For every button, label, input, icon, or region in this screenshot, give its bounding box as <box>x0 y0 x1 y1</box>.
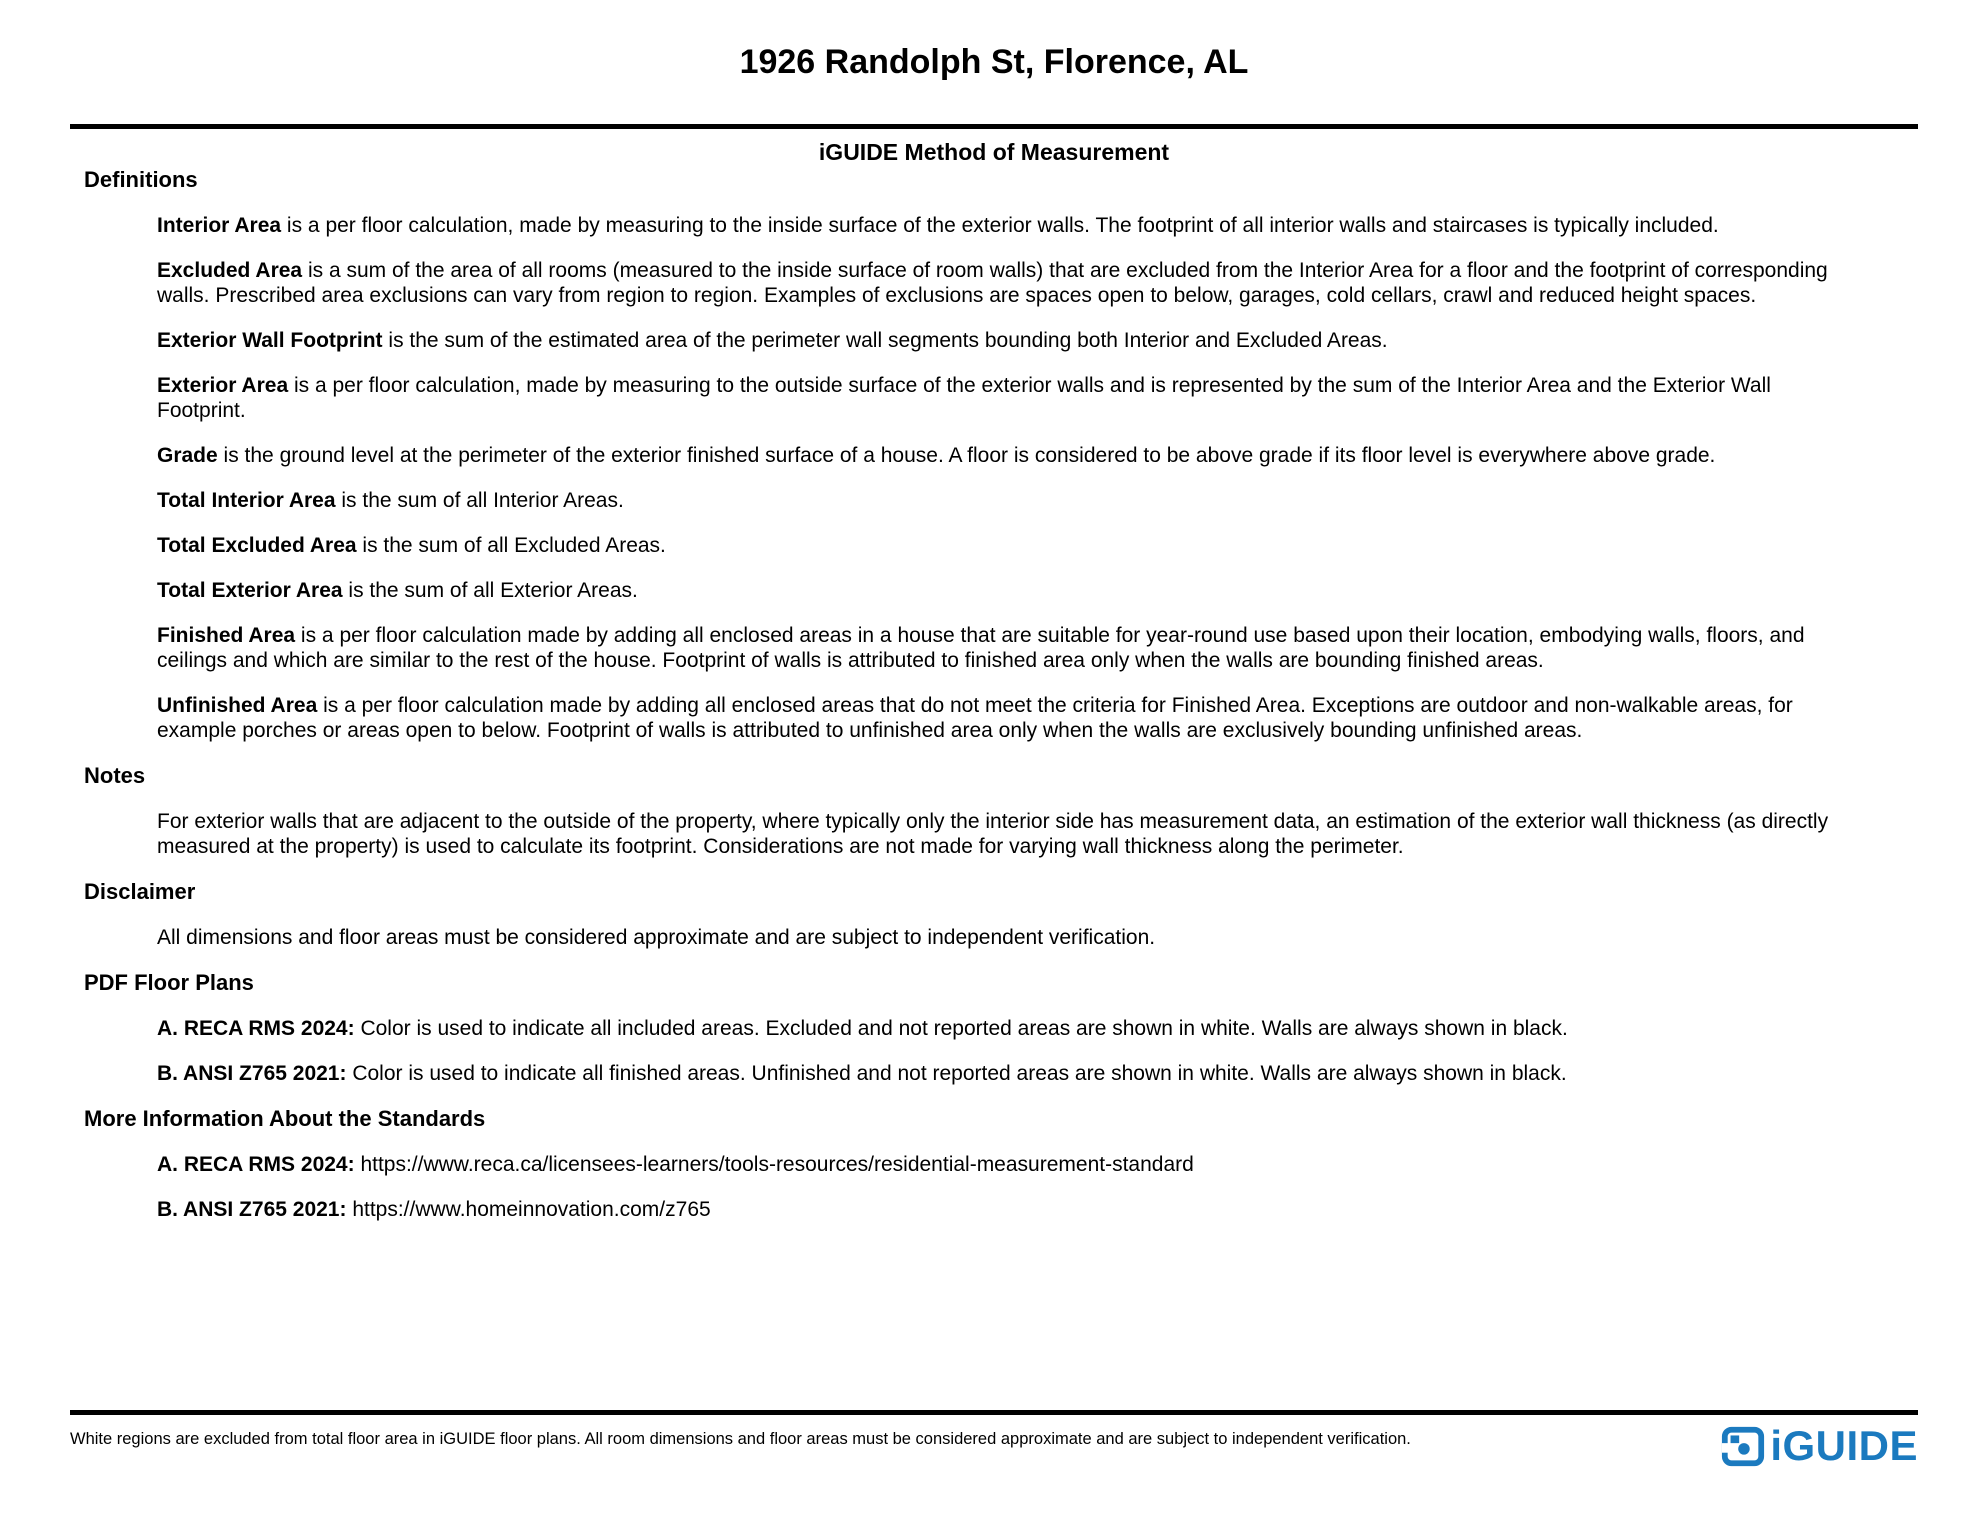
disclaimer-paragraph: All dimensions and floor areas must be considered approximate and are subject to independent verification. <box>157 926 1156 949</box>
definition-term: Interior Area <box>157 214 282 237</box>
definition-exterior-area <box>157 373 1857 423</box>
definition-text: is a per floor calculation made by adding all enclosed areas that do not meet the criteria for Finished Area. Exceptions are outdoor and non-walkable areas, for example porches or areas open to below. Footprint of walls is attributed to unfinished area only when the walls are exclusively bounding unfinished areas. <box>157 694 1793 742</box>
definition-text: is the ground level at the perimeter of the exterior finished surface of a house. A floor is considered to be above grade if its floor level is everywhere above grade. <box>217 444 1716 467</box>
pdf-floor-plans-heading: PDF Floor Plans <box>84 970 254 995</box>
page-subtitle: iGUIDE Method of Measurement <box>818 139 1170 165</box>
definition-text: is the sum of all Exterior Areas. <box>342 579 638 602</box>
definition-term: Excluded Area <box>157 259 303 282</box>
standard-label: A. RECA RMS 2024: <box>157 1017 355 1040</box>
definition-term: Grade <box>157 444 218 467</box>
notes-heading: Notes <box>84 763 146 788</box>
document-body <box>0 167 1988 1222</box>
definition-term: Exterior Wall Footprint <box>157 329 383 352</box>
definition-term: Unfinished Area <box>157 694 318 717</box>
pdf-plan-item-ansi <box>157 1061 1857 1086</box>
definition-text: is a per floor calculation, made by measuring to the outside surface of the exterior walls and is represented by the sum of the Interior Area and the Exterior Wall Footprint. <box>157 374 1771 422</box>
definition-total-interior-area <box>157 488 1857 513</box>
ansi-standard-url[interactable]: https://www.homeinnovation.com/z765 <box>346 1198 711 1221</box>
iguide-logo-text: iGUIDE <box>1770 1422 1918 1469</box>
header-rule <box>70 124 1918 129</box>
page-title: 1926 Randolph St, Florence, AL <box>739 43 1249 81</box>
definition-text: is the sum of all Interior Areas. <box>335 489 624 512</box>
standard-label: A. RECA RMS 2024: <box>157 1153 355 1176</box>
definition-text: is a per floor calculation made by adding all enclosed areas in a house that are suitable for year-round use based upon their location, embodying walls, floors, and ceilings and which are similar to the rest of the house. Footprint of walls is attributed to finished area only when the walls are bounding finished areas. <box>157 624 1805 672</box>
standard-label: B. ANSI Z765 2021: <box>157 1062 347 1085</box>
reca-standard-url[interactable]: https://www.reca.ca/licensees-learners/tools-resources/residential-measurement-standard <box>354 1153 1194 1176</box>
more-information-heading: More Information About the Standards <box>84 1106 486 1131</box>
definition-text: is the sum of all Excluded Areas. <box>356 534 666 557</box>
standard-link-reca <box>157 1152 1857 1177</box>
pdf-plan-item-reca <box>157 1016 1857 1041</box>
definition-excluded-area <box>157 258 1857 308</box>
definition-term: Total Exterior Area <box>157 579 343 602</box>
definition-term: Total Interior Area <box>157 489 336 512</box>
definition-unfinished-area <box>157 693 1857 743</box>
notes-paragraph: For exterior walls that are adjacent to the outside of the property, where typically only the interior side has measurement data, an estimation of the exterior wall thickness (as directly measured at the property) is used to calculate its footprint. Considerations are not made for varying wall thickness along the perimeter. <box>157 810 1829 858</box>
definition-text: is the sum of the estimated area of the perimeter wall segments bounding both Interior and Excluded Areas. <box>382 329 1388 352</box>
definition-term: Exterior Area <box>157 374 289 397</box>
standard-text: Color is used to indicate all finished areas. Unfinished and not reported areas are shown in white. Walls are always shown in black. <box>346 1062 1567 1085</box>
definition-finished-area <box>157 623 1857 673</box>
definition-term: Total Excluded Area <box>157 534 357 557</box>
definition-interior-area <box>157 213 1857 238</box>
standard-label: B. ANSI Z765 2021: <box>157 1198 347 1221</box>
definition-grade <box>157 443 1857 468</box>
definition-text: is a sum of the area of all rooms (measured to the inside surface of room walls) that are excluded from the Interior Area for a floor and the footprint of corresponding walls. Prescribed area exclusions can vary from region to region. Examples of exclusions are spaces open to below, garages, cold cellars, crawl and reduced height spaces. <box>157 259 1828 307</box>
footer <box>70 1410 1918 1469</box>
standard-text: Color is used to indicate all included areas. Excluded and not reported areas are shown in white. Walls are always shown in black. <box>354 1017 1568 1040</box>
definition-total-excluded-area <box>157 533 1857 558</box>
standard-link-ansi <box>157 1197 1857 1222</box>
definitions-heading: Definitions <box>84 167 198 192</box>
footer-disclaimer-text: White regions are excluded from total floor area in iGUIDE floor plans. All room dimensions and floor areas must be considered approximate and are subject to independent verification. <box>70 1430 1411 1448</box>
definition-text: is a per floor calculation, made by measuring to the inside surface of the exterior walls. The footprint of all interior walls and staircases is typically included. <box>281 214 1719 237</box>
iguide-logo <box>1720 1423 1918 1469</box>
definition-exterior-wall-footprint <box>157 328 1857 353</box>
definition-total-exterior-area <box>157 578 1857 603</box>
iguide-camera-icon <box>1720 1423 1770 1469</box>
definition-term: Finished Area <box>157 624 296 647</box>
disclaimer-heading: Disclaimer <box>84 879 196 904</box>
